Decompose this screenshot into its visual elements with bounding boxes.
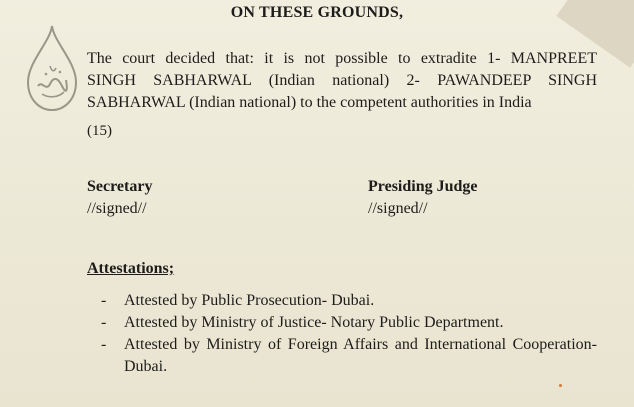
court-decision-paragraph [87, 48, 597, 114]
decision-line: SABHARWAL (Indian national) to the competent authorities in India [87, 94, 532, 111]
attestation-item: - Attested by Ministry of Foreign Affairs and International Cooperation- Dubai. [101, 336, 597, 375]
secretary-signed: //signed// [87, 200, 147, 217]
presiding-judge-title: Presiding Judge [368, 178, 478, 195]
secretary-signature-block [87, 176, 152, 220]
presiding-judge-signature-block [368, 176, 478, 220]
attestation-item: - Attested by Ministry of Justice- Notary Public Department. [87, 312, 597, 334]
dash-bullet-icon: - [101, 336, 107, 353]
dash-bullet-icon: - [101, 292, 107, 309]
calligraphy-drop-seal-icon [20, 22, 84, 114]
attestations-list [87, 290, 597, 378]
presiding-judge-signed: //signed// [368, 200, 428, 217]
page-heading: ON THESE GROUNDS, [230, 4, 404, 21]
decision-line: The court decided that: it is not possible to extradite 1- MANPREET [87, 50, 597, 67]
decision-line: SINGH SABHARWAL (Indian national) 2- PAWANDEEP SINGH [87, 72, 597, 89]
attestations-heading: Attestations; [87, 260, 175, 277]
dash-bullet-icon: - [101, 314, 107, 331]
paper-speck [559, 384, 562, 387]
secretary-title: Secretary [87, 178, 153, 195]
page-count: (15) [87, 123, 112, 139]
attestation-item: - Attested by Public Prosecution- Dubai. [87, 290, 597, 312]
